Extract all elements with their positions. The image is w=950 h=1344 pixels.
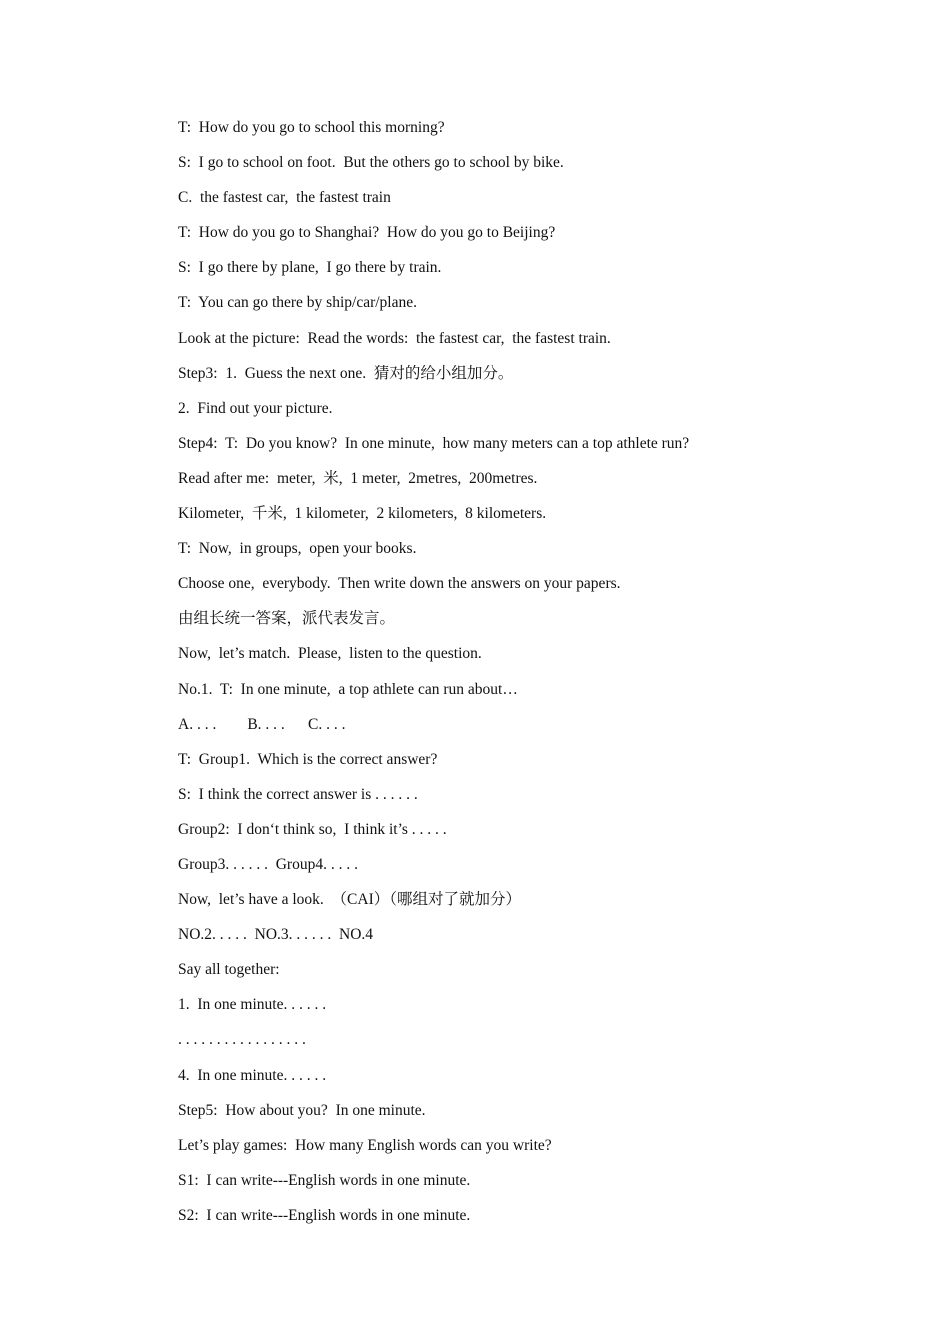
text-line: Now, let’s have a look. （CAI）（哪组对了就加分） xyxy=(178,891,521,909)
text-line: NO.2. . . . . NO.3. . . . . . NO.4 xyxy=(178,926,374,944)
text-line: A. . . . B. . . . C. . . . xyxy=(178,715,346,733)
text-line: Read after me: meter, 米, 1 meter, 2metres, 200metres. xyxy=(178,469,538,487)
text-line: Let’s play games: How many English words can you write? xyxy=(178,1136,552,1154)
text-line: S: I go to school on foot. But the others go to school by bike. xyxy=(178,154,564,172)
text-line: S1: I can write---English words in one minute. xyxy=(178,1171,471,1189)
text-line: Group3. . . . . . Group4. . . . . xyxy=(178,855,358,873)
text-line: Step4: T: Do you know? In one minute, how many meters can a top athlete run? xyxy=(178,434,690,452)
text-line: Kilometer, 千米, 1 kilometer, 2 kilometers, 8 kilometers. xyxy=(178,505,547,523)
text-line: 1. In one minute. . . . . . xyxy=(178,996,327,1014)
text-line: S: I think the correct answer is . . . . . . xyxy=(178,785,418,803)
text-line: Group2: I don‘t think so, I think it’s . . . . . xyxy=(178,820,447,838)
text-line: Step5: How about you? In one minute. xyxy=(178,1101,426,1119)
text-line: S2: I can write---English words in one minute. xyxy=(178,1206,471,1224)
text-line: T: Now, in groups, open your books. xyxy=(178,540,417,558)
text-line: Now, let’s match. Please, listen to the question. xyxy=(178,645,482,663)
text-line: Look at the picture: Read the words: the fastest car, the fastest train. xyxy=(178,329,611,347)
text-line: 由组长统一答案，派代表发言。 xyxy=(178,610,396,628)
text-line: T: You can go there by ship/car/plane. xyxy=(178,294,417,312)
text-line: Choose one, everybody. Then write down the answers on your papers. xyxy=(178,575,621,593)
text-line: No.1. T: In one minute, a top athlete can run about… xyxy=(178,680,518,698)
text-line: Step3: 1. Guess the next one. 猜对的给小组加分。 xyxy=(178,364,514,382)
text-line: T: How do you go to school this morning? xyxy=(178,119,445,136)
text-line: 2. Find out your picture. xyxy=(178,399,333,417)
lesson-text-block xyxy=(178,116,878,1239)
text-line: . . . . . . . . . . . . . . . . . xyxy=(178,1031,306,1049)
text-line: Say all together: xyxy=(178,961,280,979)
text-line: 4. In one minute. . . . . . xyxy=(178,1066,327,1084)
text-line: T: Group1. Which is the correct answer? xyxy=(178,750,438,768)
text-line: T: How do you go to Shanghai? How do you go to Beijing? xyxy=(178,224,556,242)
text-line: C. the fastest car, the fastest train xyxy=(178,189,391,207)
text-line: S: I go there by plane, I go there by train. xyxy=(178,259,442,277)
